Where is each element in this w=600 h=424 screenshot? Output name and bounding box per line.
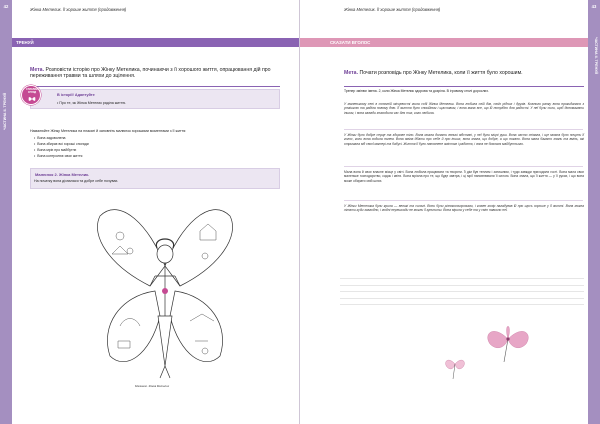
note-line <box>340 285 584 286</box>
right-goal-text: Почати розповідь про Жінку Метелика, коли її життя було хорошим. <box>359 70 523 76</box>
right-part-label: ЧАСТИНА II. ТРЕНУЙ <box>594 37 598 74</box>
story-paragraph: Мала вона й своє власне місце у світі. Вона любила працювати та творити. Її дім був теплим і затишним, і туди завжди приходили гості. Вона мала своє маленьке господарство, садок і квіти. Вона мріяла про те, що буде завтра, і ці мрії наповнювали її силою. Вона знала, що її життя — у її руках, і що вона може обирати свій шлях. <box>344 170 584 183</box>
paragraph-separator <box>344 166 583 167</box>
note-line <box>340 304 584 305</box>
butterfly-woman-illustration <box>90 196 240 382</box>
list-item: • Вона мріє про майбутнє <box>34 148 76 152</box>
right-goal-label: Мета. <box>344 70 359 76</box>
right-page-number: 43 <box>591 4 597 9</box>
info-box-title: В історії! Адаптуйте <box>57 93 95 97</box>
scene-text: На початку вона дізналася та добре себе почуває. <box>34 179 119 183</box>
right-section-bar: СКАЗАТИ ВГОЛОС <box>300 38 588 47</box>
left-info-box <box>30 89 280 109</box>
left-goal-rule <box>30 86 280 87</box>
story-paragraph: У Жінки було добре серце та здорове тіло. Вона могла долати великі відстані, у неї були міцні руки. Вона часто співала, і ще можна було почути її голос, коли вона ходила полем. Вона вміла дбати про себе й про інших, вона знала, що добре, а що погано. Вона мала багато знань та вмінь, які отримала від своєї матері та бабусі. Життя її було наповнене змістом і радістю, і вона не боялася майбутнього. <box>344 133 584 146</box>
list-item: • Вона збирає всі хороші спогади <box>34 142 89 146</box>
right-running-head-text: Жінка Метелик. Її хороше життя (продовження) <box>344 7 441 12</box>
right-running-head <box>344 7 440 12</box>
illustration-caption: Малюнок. Жінка Метелик <box>135 384 170 388</box>
right-subhead: Тренер змінює імена. 2, коли Жінка Метелик здорова та дозріла. В ігровому стилі дорослих. <box>344 89 489 93</box>
notes-area <box>340 278 584 311</box>
overview-badge <box>21 85 41 105</box>
story-paragraph: У маленькому селі в сонячній місцевості жила собі Жінка Метелик. Вона любила свій дім, своїх рідних і друзів. Кожного ранку вона прокидалася з усмішкою та раділа новому дню. Її життя було спокійним і щасливим, і вона мала все, що їй потрібно для радості. У неї були сили, щоб допомагати іншим, і вона завжди знаходила час для тих, кого любила. <box>344 102 584 115</box>
paragraph-separator <box>344 129 583 130</box>
left-part-label: ЧАСТИНА II. ТРЕНУЙ <box>3 93 7 130</box>
note-line <box>340 291 584 292</box>
list-item: • Вона задоволена <box>34 136 65 140</box>
info-box-item: • Про те, як Жінка Метелик раділа життю. <box>57 101 127 105</box>
note-line <box>340 278 584 279</box>
right-side-strip <box>588 0 600 424</box>
left-running-head <box>30 7 126 12</box>
left-goal-text: Розповісти історію про Жінку Метелика, починаючи з її хорошого життя, опрацювання дій про переживання травми та шляхи до зцілення. <box>30 67 271 80</box>
left-side-strip <box>0 0 12 424</box>
scene-title: Малюнок 2. Жінка Метелик. <box>35 172 90 177</box>
paragraph-separator <box>344 200 583 201</box>
butterfly-icon <box>28 95 36 103</box>
overview-badge-text: СТИСЛИЙ ОГЛЯД <box>26 88 38 94</box>
list-item: • Вона контролює своє життя <box>34 154 82 158</box>
left-page-number: 42 <box>3 4 9 9</box>
left-goal <box>30 67 275 80</box>
left-running-head-text: Жінка Метелик. Її хороше життя (продовження) <box>30 7 127 12</box>
flower-small-illustration <box>440 350 470 380</box>
right-goal-rule <box>344 86 584 87</box>
left-intro-text: Намалюйте Жінку Метелика на плакаті й заповніть малюнок хорошими моментами з її життя: <box>30 129 187 133</box>
left-goal-label: Мета. <box>30 67 45 73</box>
right-page <box>300 0 600 424</box>
flower-large-illustration <box>478 314 538 364</box>
story-paragraph: У Жінки Метелика були крила — великі та сильні. Вони були різнокольоровими, і кожен колір нагадував їй про щось хороше у її житті. Вона могла літати куди завгодно, і жодні перешкоди не могли її зупинити. Вона вірила у себе та у світ навколо неї. <box>344 204 584 213</box>
right-goal <box>344 70 582 76</box>
left-section-bar: ТРЕНУЙ <box>12 38 300 47</box>
note-line <box>340 298 584 299</box>
